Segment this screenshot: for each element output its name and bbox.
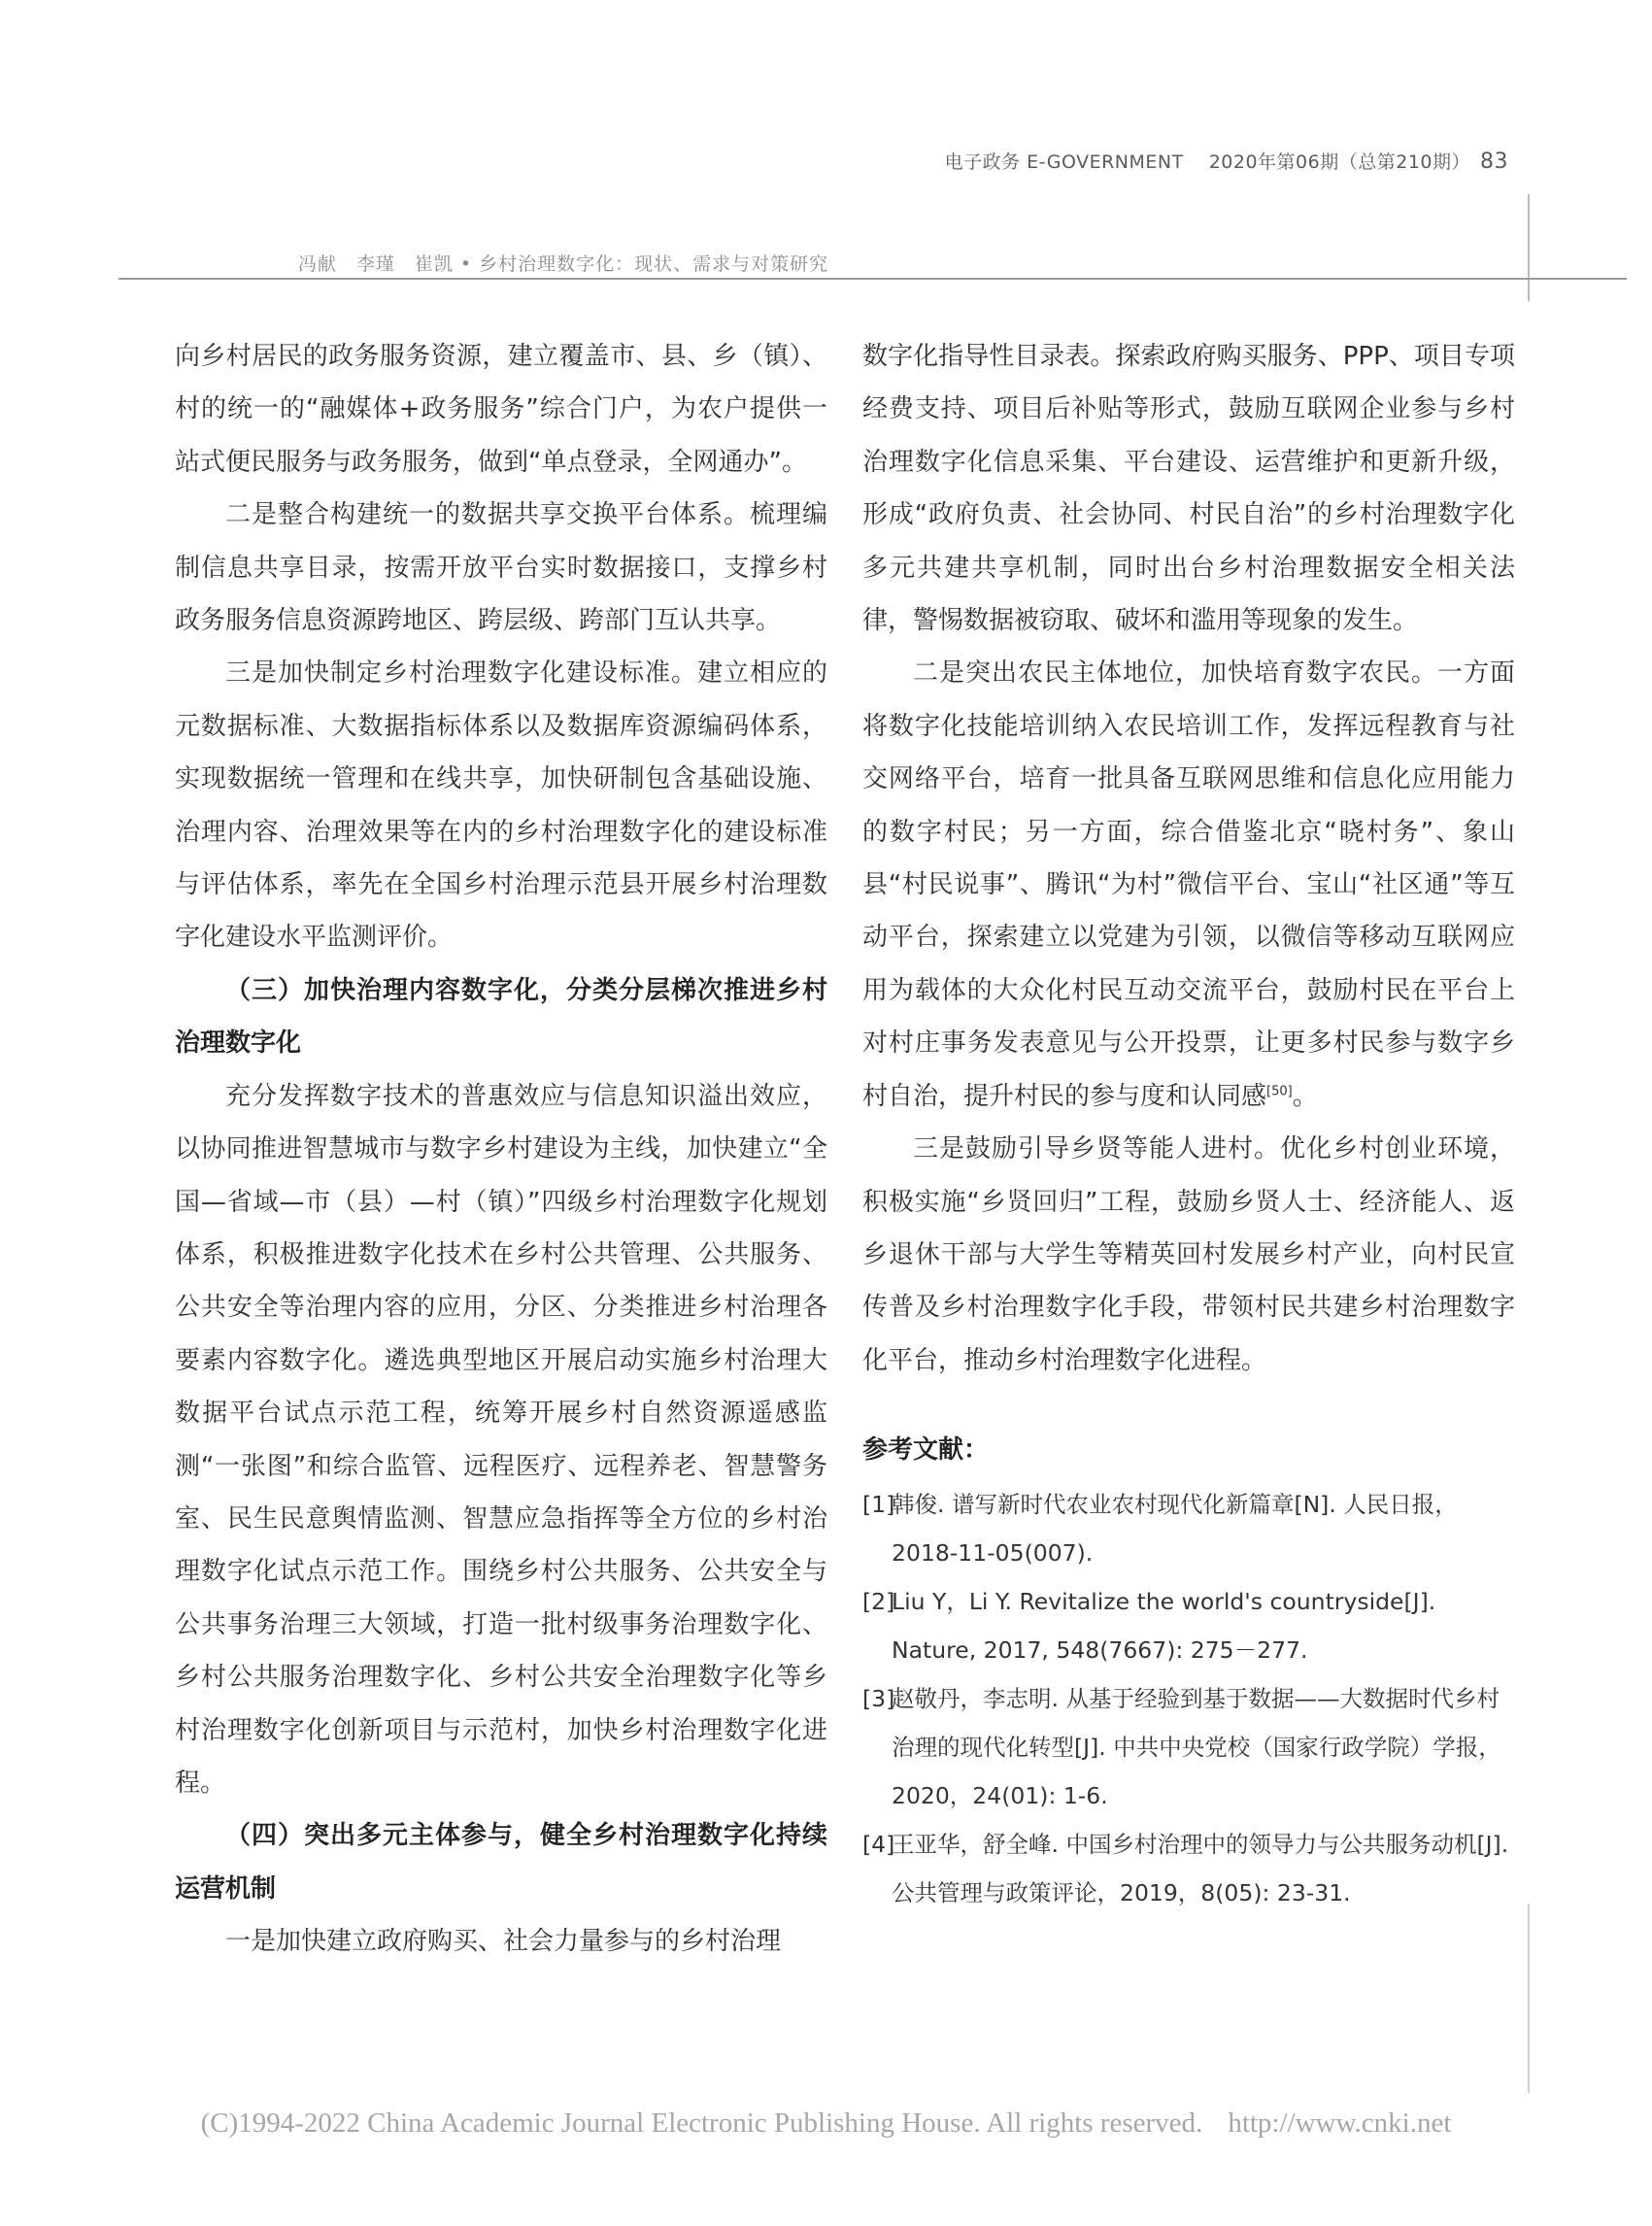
header-rule [118,278,1627,280]
paragraph-tail: 。 [1292,1081,1318,1111]
paragraph: 数字化指导性目录表。探索政府购买服务、PPP、项目专项经费支持、项目后补贴等形式，鼓励互联网企业参与乡村治理数字化信息采集、平台建设、运营维护和更新升级，形成“政府负责、社会协同、村民自治”的乡村治理数字化多元共建共享机制，同时出台乡村治理数据安全相关法律，警惕数据被窃取、破坏和滥用等现象的发生。 [862,342,1515,636]
reference-number: [3] [862,1685,895,1713]
reference-item [862,1577,1515,1674]
reference-item [862,1480,1515,1577]
left-column [175,330,827,1969]
paragraph-text: 二是突出农民主体地位，加快培育数字农民。一方面将数字化技能培训纳入农民培训工作，发挥远程教育与社交网络平台，培育一批具备互联网思维和信息化应用能力的数字村民；另一方面，综合借鉴北京“晓村务”、象山县“村民说事”、腾讯“为村”微信平台、宝山“社区通”等互动平台，探索建立以党建为引领，以微信等移动互联网应用为载体的大众化村民互动交流平台，鼓励村民在平台上对村庄事务发表意见与公开投票，让更多村民参与数字乡村自治，提升村民的参与度和认同感 [862,658,1515,1111]
section-heading: （四）突出多元主体参与，健全乡村治理数字化持续运营机制 [175,1821,827,1904]
reference-number: [1] [862,1491,895,1519]
reference-text: 王亚华，舒全峰. 中国乡村治理中的领导力与公共服务动机[J]. 公共管理与政策评论，2019，8(05): 23-31. [892,1831,1509,1907]
reference-number: [2] [862,1588,895,1616]
reference-text: 韩俊. 谱写新时代农业农村现代化新篇章[N]. 人民日报，2018-11-05(007). [892,1491,1458,1568]
paragraph [862,647,1515,1123]
reference-text: 赵敬丹，李志明. 从基于经验到基于数据——大数据时代乡村治理的现代化转型[J]. 中共中央党校（国家行政学院）学报，2020，24(01): 1-6. [892,1685,1501,1810]
copyright-text: (C)1994-2022 China Academic Journal Electronic Publishing House. All rights reserved. [200,2108,1203,2139]
right-column [862,330,1515,1917]
margin-line-top [1528,194,1530,301]
section-heading: （三）加快治理内容数字化，分类分层梯次推进乡村治理数字化 [175,975,827,1059]
reference-item [862,1674,1515,1820]
page-number: 83 [1480,150,1508,174]
cnki-link[interactable]: http://www.cnki.net [1228,2108,1452,2139]
paragraph: 一是加快建立政府购买、社会力量参与的乡村治理 [225,1927,782,1957]
journal-header [945,148,1508,174]
references-title: 参考文献： [862,1435,990,1466]
paragraph: 三是加快制定乡村治理数字化建设标准。建立相应的元数据标准、大数据指标体系以及数据库资源编码体系，实现数据统一管理和在线共享，加快研制包含基础设施、治理内容、治理效果等在内的乡村治理数字化的建设标准与评估体系，率先在全国乡村治理示范县开展乡村治理数字化建设水平监测评价。 [175,658,827,953]
margin-line-bottom [1528,1904,1530,2093]
copyright-footer [0,2108,1652,2140]
paragraph: 三是鼓励引导乡贤等能人进村。优化乡村创业环境，积极实施“乡贤回归”工程，鼓励乡贤人士、经济能人、返乡退休干部与大学生等精英回村发展乡村产业，向村民宣传普及乡村治理数字化手段，带领村民共建乡村治理数字化平台，推动乡村治理数字化进程。 [862,1134,1515,1375]
reference-text: Liu Y，Li Y. Revitalize the world's countryside[J]. Nature, 2017, 548(7667): 275－277. [892,1588,1436,1665]
paragraph: 充分发挥数字技术的普惠效应与信息知识溢出效应，以协同推进智慧城市与数字乡村建设为主线，加快建立“全国—省域—市（县）—村（镇）”四级乡村治理数字化规划体系，积极推进数字化技术在乡村公共管理、公共服务、公共安全等治理内容的应用，分区、分类推进乡村治理各要素内容数字化。遴选典型地区开展启动实施乡村治理大数据平台试点示范工程，统筹开展乡村自然资源遥感监测“一张图”和综合监管、远程医疗、远程养老、智慧警务室、民生民意舆情监测、智慧应急指挥等全方位的乡村治理数字化试点示范工作。围绕乡村公共服务、公共安全与公共事务治理三大领域，打造一批村级事务治理数字化、乡村公共服务治理数字化、乡村公共安全治理数字化等乡村治理数字化创新项目与示范村，加快乡村治理数字化进程。 [175,1081,827,1798]
reference-number: [4] [862,1831,895,1859]
reference-item [862,1820,1515,1917]
running-head: 冯献 李瑾 崔凯 • 乡村治理数字化：现状、需求与对策研究 [297,253,829,275]
paragraph: 向乡村居民的政务服务资源，建立覆盖市、县、乡（镇）、村的统一的“融媒体+政务服务”综合门户，为农户提供一站式便民服务与政务服务，做到“单点登录，全网通办”。 [175,342,827,477]
journal-name: 电子政务 E-GOVERNMENT [944,152,1184,173]
citation-marker[interactable]: [50] [1266,1084,1293,1099]
issue-info: 2020年第06期（总第210期） [1208,152,1470,173]
paragraph: 二是整合构建统一的数据共享交换平台体系。梳理编制信息共享目录，按需开放平台实时数据接口，支撑乡村政务服务信息资源跨地区、跨层级、跨部门互认共享。 [175,500,827,636]
